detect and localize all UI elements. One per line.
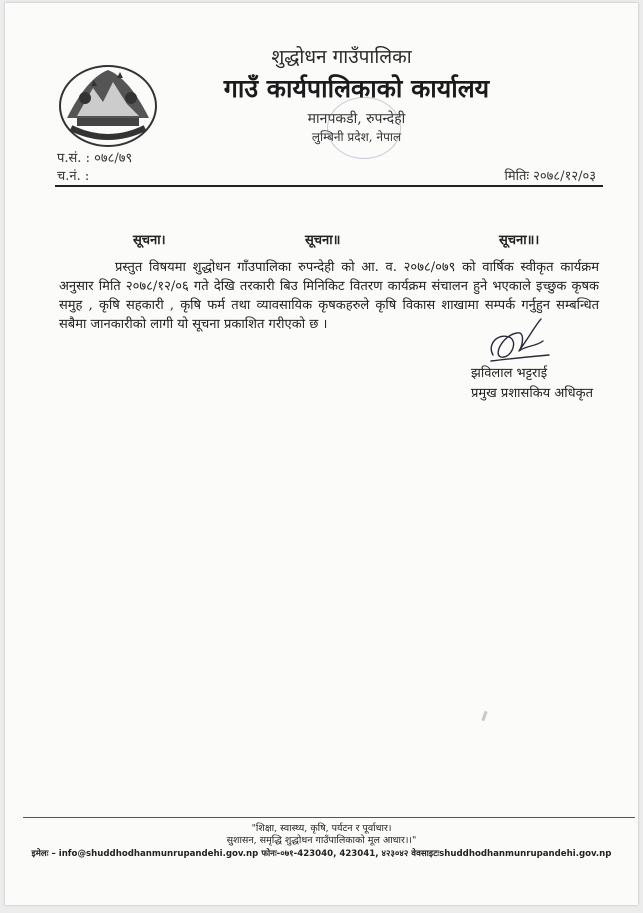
municipality-name: शुद्धोधन गाउँपालिका — [271, 46, 412, 68]
footer-divider — [23, 817, 635, 818]
header-divider — [55, 185, 603, 187]
dispatch-number: च.नं. : — [57, 169, 90, 184]
reference-number: प.सं. : ०७८/७९ — [57, 151, 133, 166]
notice-heading-1: सूचना। — [133, 233, 166, 248]
footer-contact: इमेलः – info@shuddhodhanmunrupandehi.gov.np फोनः-०७१-423040, 423041, ४२३०४२ वेवसाइटःshuddhodhanmunrupandehi.gov.np — [31, 849, 612, 859]
letter-page — [5, 3, 638, 905]
footer-motto-1: "शिक्षा, स्वास्थ्य, कृषि, पर्यटन र पूर्वाधार। — [251, 823, 392, 834]
notice-body: प्रस्तुत विषयमा शुद्धोधन गाँउपालिका रुपन्देही को आ. व. २०७८/०७९ को वार्षिक स्वीकृत कार्यक्रम अनुसार मिति २०७८/१२/०६ गते देखि तरकारी बिउ मिनिकिट वितरण कार्यक्रम संचालन हुने भएकाले इच्छुक कृषक समुह , कृषि सहकारी , कृषि फर्म तथा व्यावसायिक कृषकहरुले कृषि विकास शाखामा सम्पर्क गर्नुहुन सम्बन्धित सबैमा जानकारीको लागी यो सूचना प्रकाशित गरीएको छ । — [59, 260, 599, 332]
signatory-title: प्रमुख प्रशासकिय अधिकृत — [471, 386, 594, 401]
office-title: गाउँ कार्यपालिकाको कार्यालय — [223, 74, 490, 103]
office-location: मानपकडी, रुपन्देही — [307, 111, 406, 127]
office-stamp — [327, 97, 401, 159]
office-province: लुम्बिनी प्रदेश, नेपाल — [311, 130, 402, 144]
notice-heading-3: सूचना॥। — [499, 233, 540, 248]
footer-motto-2: सुशासन, समृद्धि शुद्धोधन गाउँपालिकाको मूल आधार।।" — [226, 835, 417, 846]
paper-mark — [481, 711, 487, 721]
signatory-name: झविलाल भट्टराई — [471, 366, 548, 381]
letter-date: मितिः २०७८/१२/०३ — [504, 169, 596, 184]
notice-heading-2: सूचना॥ — [305, 233, 341, 248]
